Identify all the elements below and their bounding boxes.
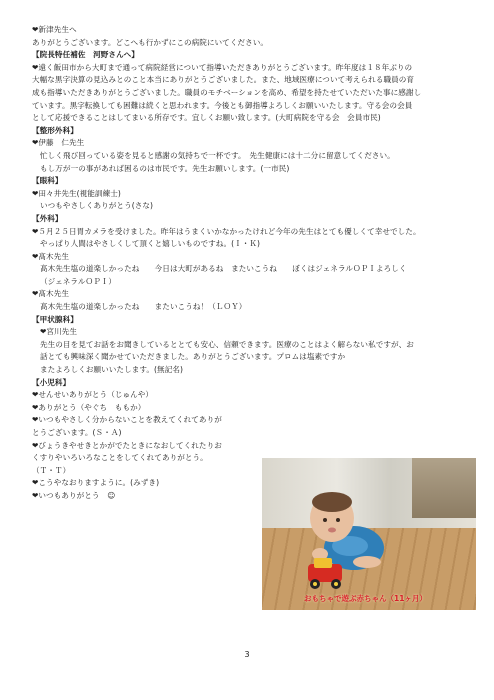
message-line: （ジェネラルＯＰＩ） xyxy=(40,276,117,286)
message-line: またよろしくお願いいたします。(無記名) xyxy=(40,365,184,375)
message-line: 話とても興味深く聞かせていただきました。ありがとうございます。プロムは塩素ですか xyxy=(40,352,346,362)
message-line: ❤せんせいありがとう（じゅんや） xyxy=(32,390,154,400)
section-heading: 【眼科】 xyxy=(32,176,63,186)
message-line: やっぱり人間はやさしくして頂くと嬉しいものですね。(Ｉ・Ｋ) xyxy=(40,239,261,249)
section-heading: 【整形外科】 xyxy=(32,125,78,135)
message-line: ❤髙木先生 xyxy=(32,251,69,261)
message-line: 忙しく飛び回っている姿を見ると感謝の気持ちで一杯です。 先生健康には十二分に留意してください。 xyxy=(40,150,395,160)
page-number: 3 xyxy=(244,650,250,659)
message-line: 大幅な黒字決算の見込みとのこと本当にありがとうございました。また、地域医療について考えられる職員の育 xyxy=(32,75,415,85)
message-line: くすりやいろいろなことをしてくれてありがとう。 xyxy=(32,453,208,463)
message-line: ています。黒字転換しても困難は続くと思われます。今後とも御指導よろしくお願いいたします。守る会の会員 xyxy=(32,100,413,110)
message-line: 先生の目を見てお話をお聞きしているととても安心、信頼できます。医療のことはよく解らない私ですが、お xyxy=(40,339,414,349)
section-heading: 【外科】 xyxy=(32,213,63,223)
message-line: ❤新津先生へ xyxy=(32,25,77,34)
section-heading: 【甲状腺科】 xyxy=(32,314,78,324)
photo-caption: おもちゃで遊ぶ赤ちゃん（11ヶ月） xyxy=(304,594,427,603)
message-line: 髙木先生塩の道楽しかったね またいこうね！（ＬＯＹ） xyxy=(40,302,247,312)
message-line: ありがとうございます。どこへも行かずにこの病院にいてください。 xyxy=(32,37,269,47)
message-line: として応援できることはしてまいる所存です。宜しくお願い致します。(大町病院を守る会 会員市民) xyxy=(32,113,381,123)
message-line: ❤こうやなおりますように。(みずき) xyxy=(32,478,160,488)
message-line: とうございます。(Ｓ・Ａ) xyxy=(32,428,122,437)
message-line: （Ｔ・Ｔ） xyxy=(32,465,71,475)
message-line: ❤遠く飯田市から大町まで通って病院経営について指導いただきありがとうございます。昨年度は１８年ぶりの xyxy=(32,62,413,72)
baby-photo xyxy=(262,458,476,610)
message-line: ❤髙木先生 xyxy=(32,289,69,299)
message-line: ❤宮川先生 xyxy=(40,327,77,337)
message-line: ❤びょうきやせきとかがでたときになおしてくれたりお xyxy=(32,440,222,450)
section-heading: 【小児科】 xyxy=(32,377,71,387)
message-line: ❤５月２５日胃カメラを受けました。昨年はうまくいかなかったけれど今年の先生はとても優しくて幸せでした。 xyxy=(32,226,421,236)
messages-column xyxy=(32,24,472,503)
message-line: ❤田々井先生(視能訓練士) xyxy=(32,188,121,198)
message-line: 髙木先生塩の道楽しかったね 今日は大町があるね またいこうね ぼくはジェネラルＯＰＩよろしく xyxy=(40,264,407,274)
message-line: もし万が一の事があれば困るのは市民です。先生お願いします。(一市民) xyxy=(40,163,290,173)
message-line: ❤いつもありがとう ☺ xyxy=(32,490,116,500)
message-line: ❤いつもやさしく分からないことを教えてくれてありが xyxy=(32,415,222,425)
message-line: 成も指導いただきありがとうございました。職員のモチベーションを高め、希望を持たせていただいた事に感謝し xyxy=(32,87,422,97)
baby-with-toy-car-illustration xyxy=(262,458,476,610)
section-heading: 【院長特任補佐 河野さんへ】 xyxy=(32,50,139,60)
message-line: ❤伊藤 仁先生 xyxy=(32,138,85,148)
message-line: いつもやさしくありがとう(さな) xyxy=(40,201,154,211)
message-line: ❤ありがとう（やぐち ももか） xyxy=(32,402,146,412)
